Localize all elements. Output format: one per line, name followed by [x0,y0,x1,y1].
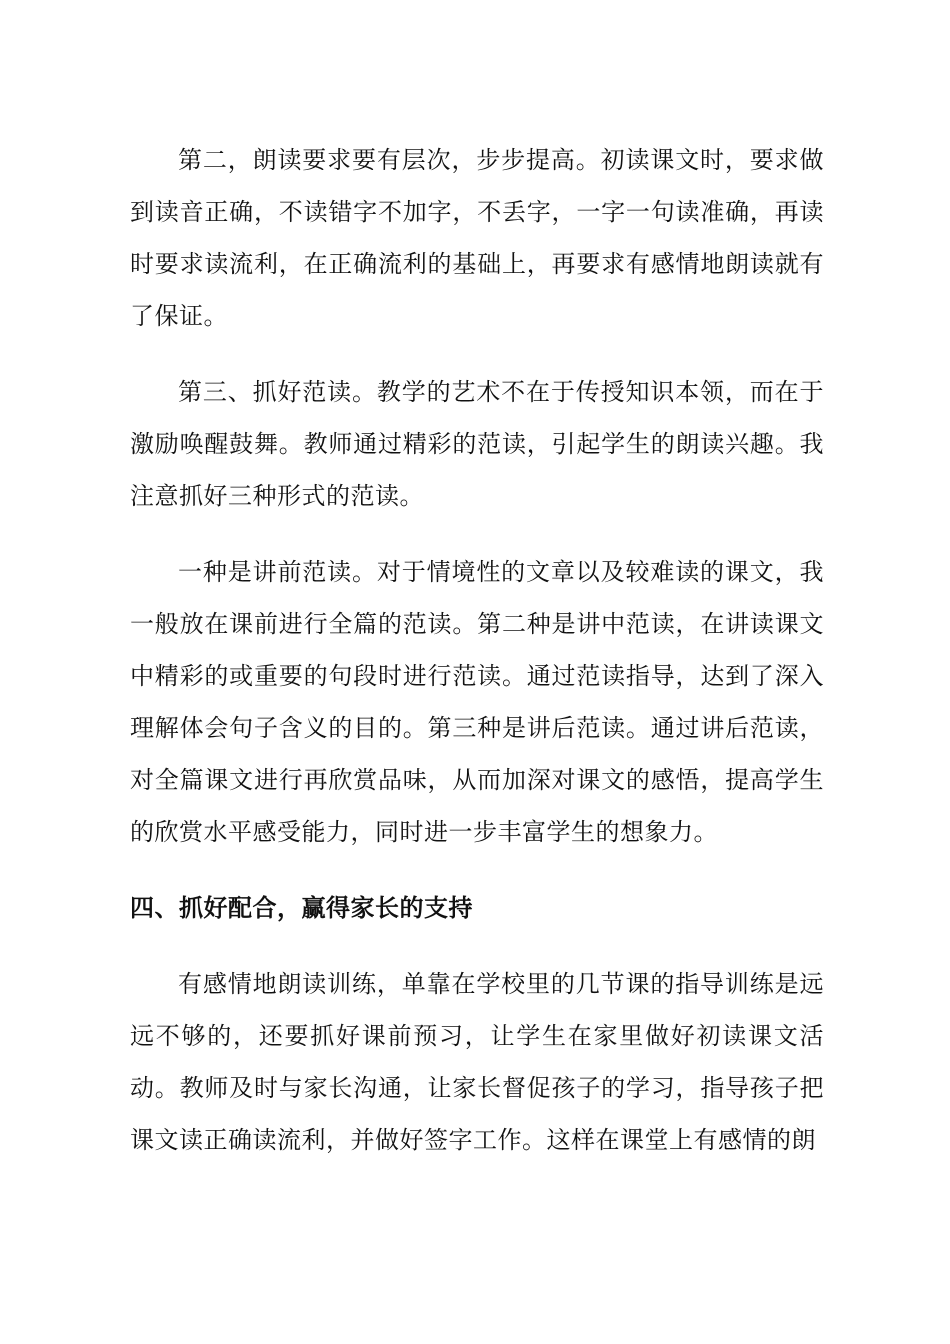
document-page [130,134,824,1166]
paragraph-parent-cooperation: 有感情地朗读训练，单靠在学校里的几节课的指导训练是远远不够的，还要抓好课前预习，让学生在家里做好初读课文活动。教师及时与家长沟通，让家长督促孩子的学习，指导孩子把课文读正确读流利，并做好签字工作。这样在课堂上有感情的朗 [130,970,824,1154]
paragraph-gap [130,342,824,366]
paragraph-model-reading: 第三、抓好范读。教学的艺术不在于传授知识本领，而在于激励唤醒鼓舞。教师通过精彩的范读，引起学生的朗读兴趣。我注意抓好三种形式的范读。 [130,378,824,510]
section-heading: 四、抓好配合，赢得家长的支持 [130,894,473,922]
paragraph-reading-levels: 第二，朗读要求要有层次，步步提高。初读课文时，要求做到读音正确，不读错字不加字，不丢字，一字一句读准确，再读时要求读流利，在正确流利的基础上，再要求有感情地朗读就有了保证。 [130,146,824,330]
paragraph-gap [130,522,824,546]
paragraph-gap [130,934,824,958]
paragraph-three-forms: 一种是讲前范读。对于情境性的文章以及较难读的课文，我一般放在课前进行全篇的范读。第二种是讲中范读，在讲读课文中精彩的或重要的句段时进行范读。通过范读指导，达到了深入理解体会句子含义的目的。第三种是讲后范读。通过讲后范读，对全篇课文进行再欣赏品味，从而加深对课文的感悟，提高学生的欣赏水平感受能力，同时进一步丰富学生的想象力。 [130,558,824,846]
paragraph-gap [130,858,824,882]
